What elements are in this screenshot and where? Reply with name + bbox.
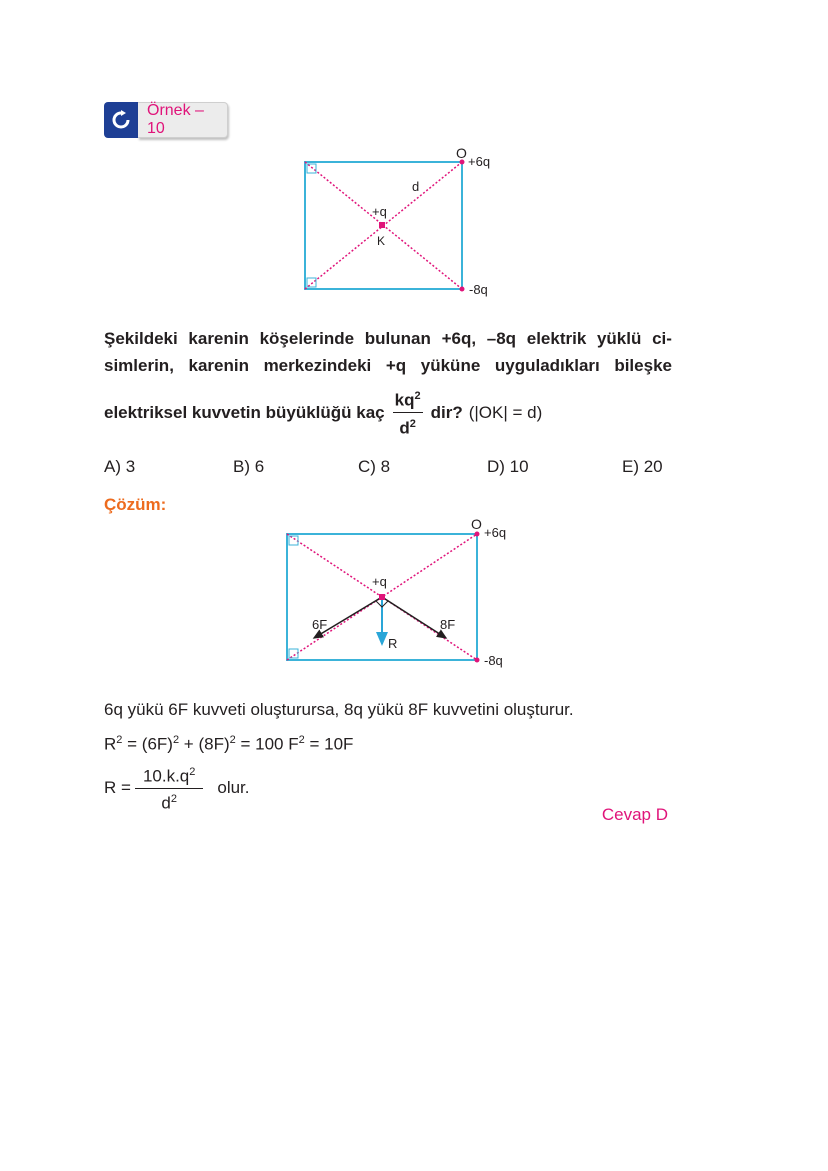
- example-badge: [104, 102, 228, 138]
- corner-marker: [289, 649, 298, 658]
- question-text: [104, 325, 672, 379]
- label-d: d: [412, 179, 420, 194]
- charge-dot: [475, 658, 480, 663]
- question-line-3: elektriksel kuvvetin büyüklüğü kaç $\frac{kq^2}{d^2}$ dir? (|OK| = d): [104, 386, 542, 439]
- label-plus-q: +q: [372, 204, 387, 219]
- charge-dot: [475, 532, 480, 537]
- label-6F: 6F: [312, 617, 328, 632]
- option-b: B) 6: [233, 457, 265, 476]
- option-e: E) 20: [622, 457, 663, 476]
- label-plus-q: +q: [372, 574, 387, 589]
- figure-1-square-charges: [290, 140, 520, 300]
- question-line-2: simlerin, karenin merkezindeki +q yüküne uyguladıkları bileşke: [104, 356, 672, 375]
- charge-dot: [460, 287, 465, 292]
- corner-marker: [289, 536, 298, 545]
- label-O: O: [471, 516, 482, 532]
- center-charge-dot: [379, 594, 385, 600]
- solution-equation-2: $R^2 = (6F)^2 + (8F)^2 = 100$ $F^2 = 10F$: [104, 734, 354, 754]
- solution-equation-3: R = $\frac{10.k.q^2}{d^2}$ olur.: [104, 762, 250, 813]
- center-charge-dot: [379, 222, 385, 228]
- label-R: R: [388, 636, 398, 651]
- example-label: Örnek – 10: [138, 102, 228, 138]
- question-line-1: Şekildeki karenin köşelerinde bulunan +6q, –8q elektrik yüklü ci-: [104, 329, 672, 348]
- option-d: D) 10: [487, 457, 529, 476]
- kq2-over-d2-fraction: $\frac{kq^2}{d^2}$: [393, 386, 423, 439]
- option-c: C) 8: [358, 457, 391, 476]
- label-minus-8q: -8q: [469, 282, 488, 297]
- result-fraction: $\frac{10.k.q^2}{d^2}$: [135, 762, 203, 813]
- label-minus-8q: -8q: [484, 653, 503, 668]
- option-a: A) 3: [104, 457, 136, 476]
- figure-2-force-diagram: [272, 512, 522, 672]
- answer-label: Cevap D: [601, 805, 668, 824]
- force-8F-arrow: [382, 597, 446, 638]
- label-plus-6q: +6q: [484, 525, 507, 540]
- label-O: O: [456, 145, 467, 161]
- label-K: K: [377, 234, 386, 248]
- solution-title: Çözüm:: [104, 495, 167, 514]
- label-8F: 8F: [440, 617, 456, 632]
- solution-line-1: 6q yükü 6F kuvveti oluşturursa, 8q yükü 8F kuvvetini oluşturur.: [104, 700, 574, 719]
- label-plus-6q: +6q: [468, 154, 491, 169]
- refresh-circle-icon: [104, 102, 138, 138]
